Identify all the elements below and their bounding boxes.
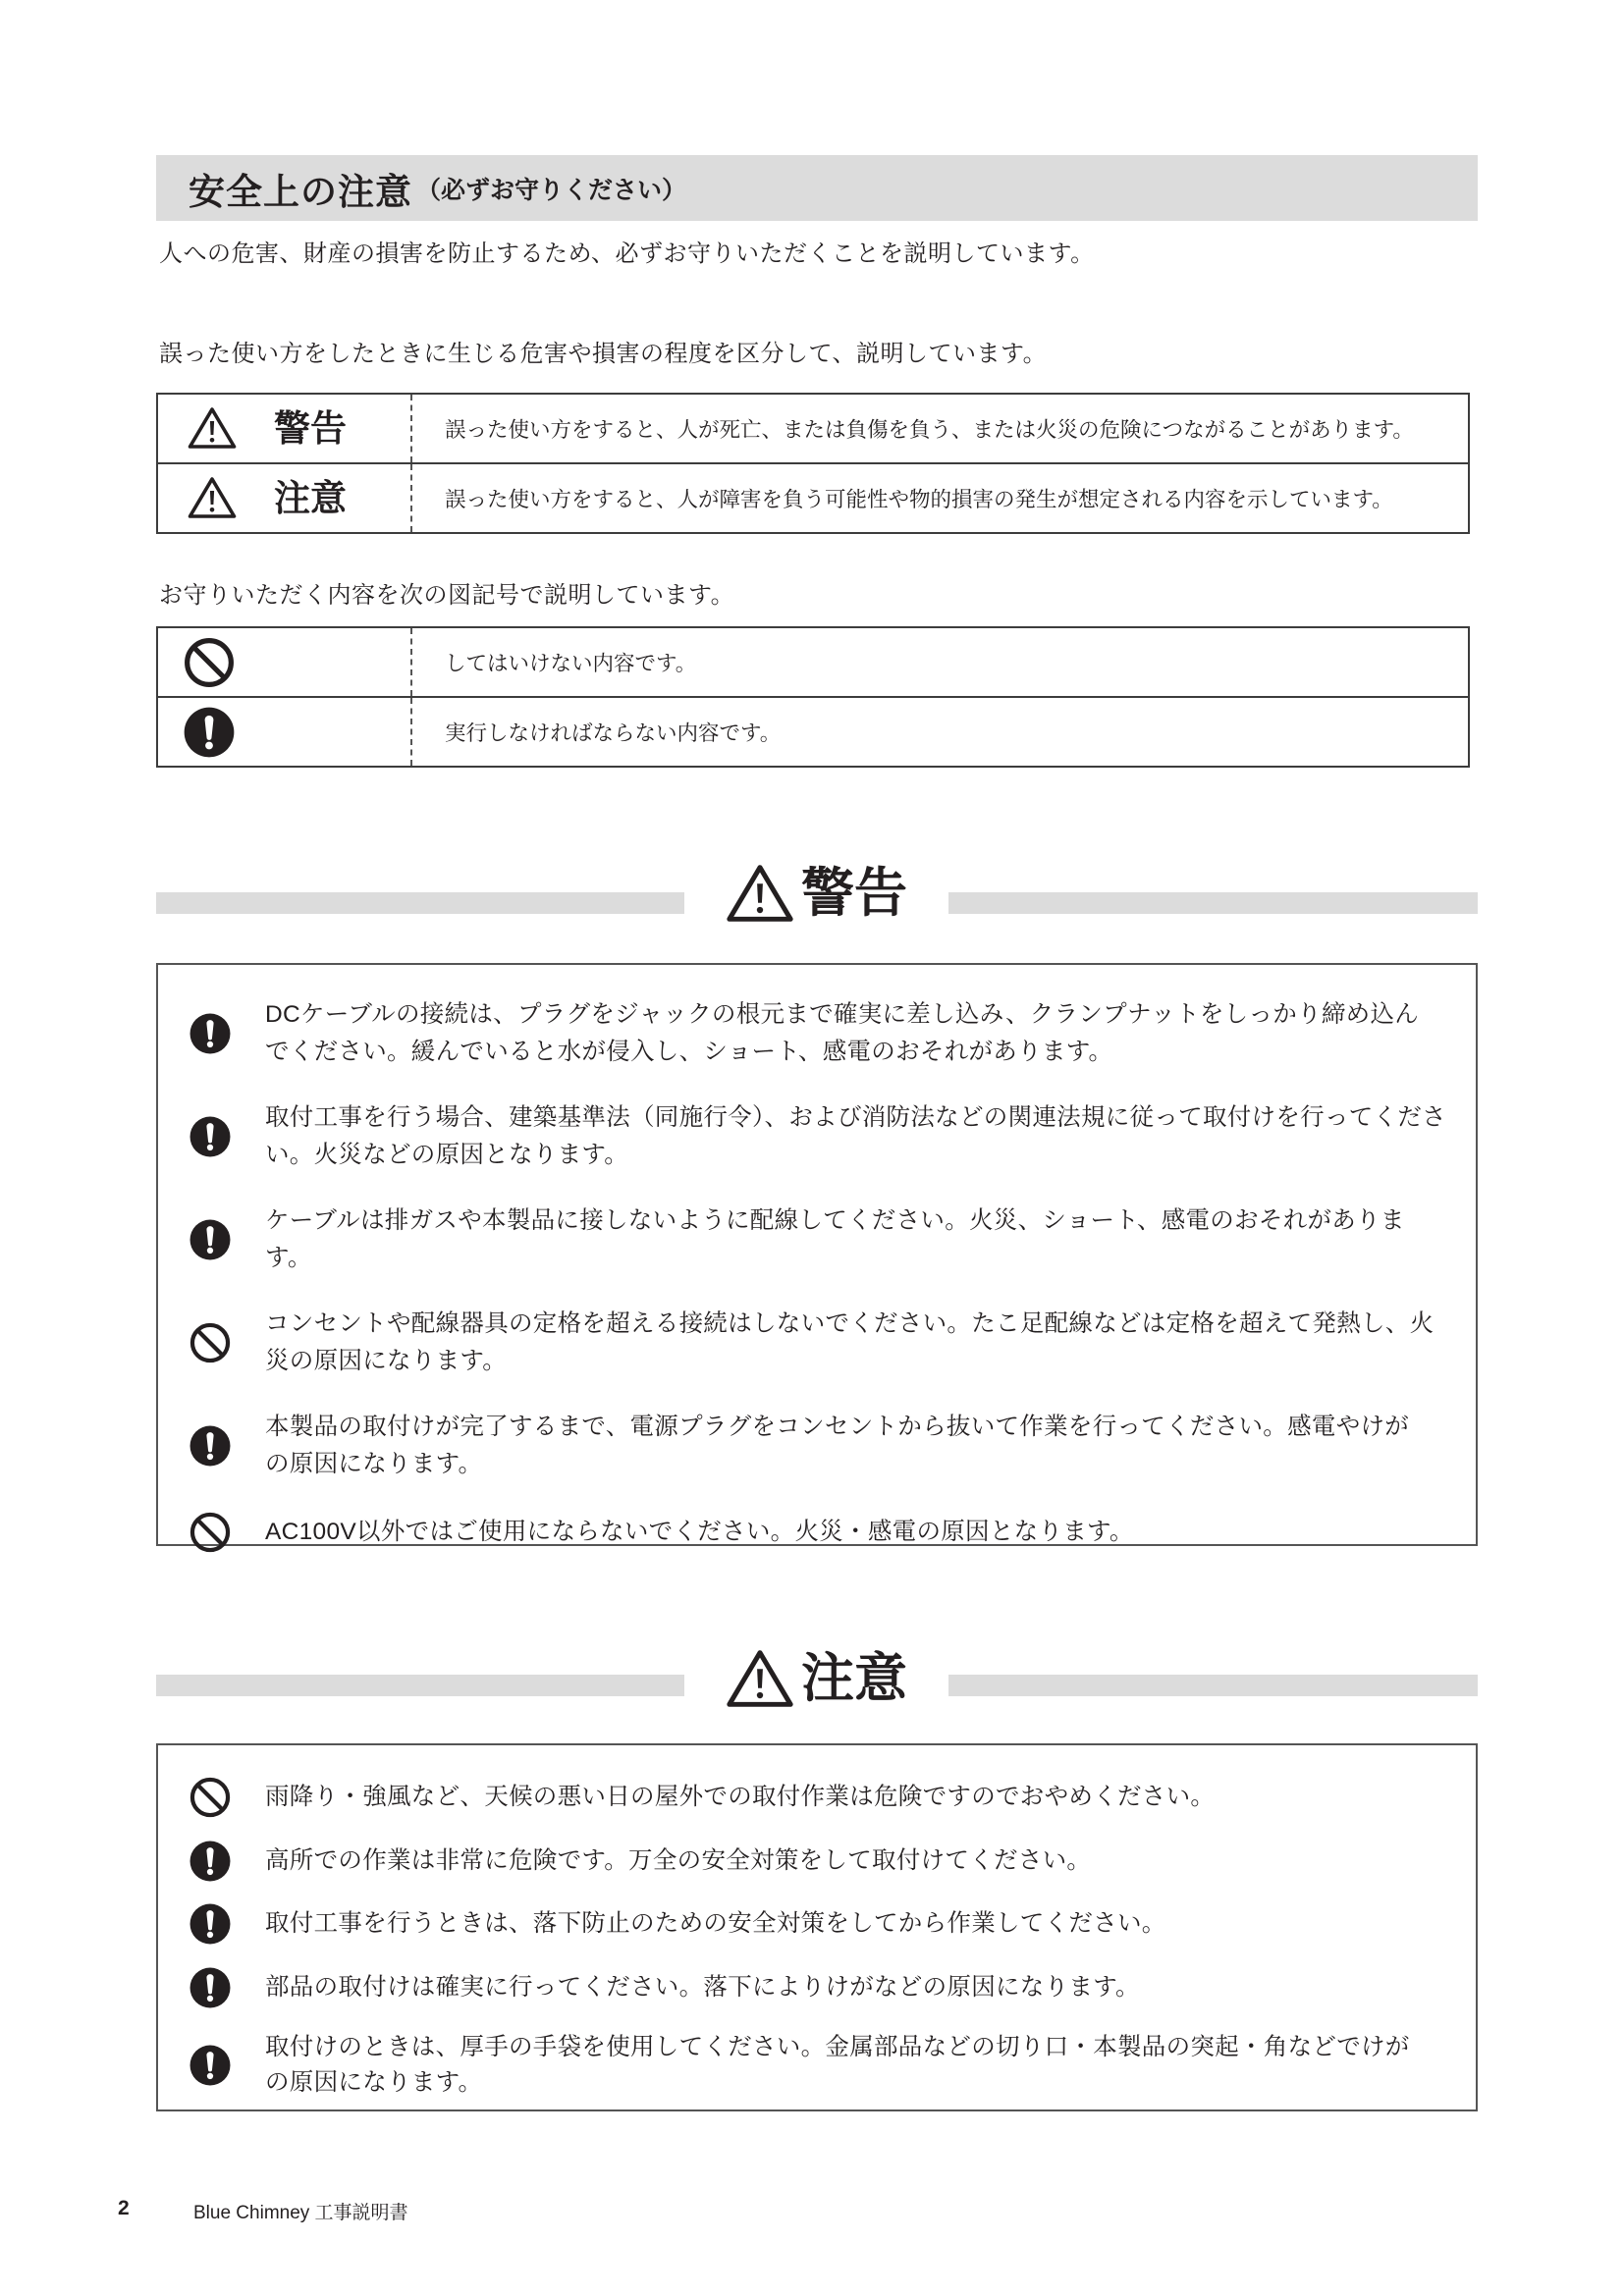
mandatory-icon (189, 1116, 231, 1157)
text-line: 取付けのときは、厚手の手袋を使用してください。金属部品などの切り口・本製品の突起・角などでけが (265, 2034, 1410, 2060)
severity-desc-caution: 誤った使い方をすると、人が障害を負う可能性や物的損害の発生が想定される内容を示しています。 (445, 488, 1393, 511)
warning-item (189, 1409, 1476, 1482)
warning-item (189, 1306, 1476, 1379)
mandatory-icon (189, 1425, 231, 1467)
warning-item-text (265, 1306, 1448, 1379)
symbol-legend-table (156, 626, 1470, 768)
text-line: ケーブルは排ガスや本製品に接しないように配線してください。火災、ショート、感電のおそれがあります。 (265, 1207, 1405, 1271)
warning-item (189, 1202, 1476, 1276)
intro-text: 人への危害、財産の損害を防止するため、必ずお守りいただくことを説明しています。 (159, 240, 1095, 267)
caution-header-bar-left (156, 1675, 684, 1696)
severity-key (158, 395, 412, 462)
warning-heading: 警告 (801, 864, 907, 923)
caution-header (725, 1645, 907, 1712)
warning-item-text (265, 1514, 1448, 1551)
text-line: 災の原因になります。 (265, 1347, 508, 1374)
mandatory-icon (189, 1013, 231, 1054)
text-line: でください。緩んでいると水が侵入し、ショート、感電のおそれがあります。 (265, 1038, 1113, 1065)
prohibition-icon (189, 1777, 231, 1818)
caution-item (189, 1967, 1476, 2008)
caution-list-box (156, 1743, 1478, 2111)
warning-item (189, 996, 1476, 1070)
page-title: 安全上の注意 (189, 171, 412, 212)
text-line: 本製品の取付けが完了するまで、電源プラグをコンセントから抜いて作業を行ってください。感電やけが (265, 1414, 1410, 1440)
mandatory-icon (189, 1967, 231, 2008)
text-line: 高所での作業は非常に危険です。万全の安全対策をして取付けてください。 (265, 1846, 1092, 1874)
text-line: コンセントや配線器具の定格を超える接続はしないでください。たこ足配線などは定格を超えて発熱し、火 (265, 1310, 1435, 1337)
symbol-key (158, 698, 412, 766)
warning-triangle-icon (725, 861, 795, 926)
warning-header-bar-right (948, 892, 1478, 914)
page-number: 2 (118, 2197, 130, 2219)
warning-item-text (265, 1099, 1448, 1173)
caution-item-text (265, 1969, 1448, 2006)
mandatory-icon (189, 1841, 231, 1882)
symbol-row-prohibition (158, 628, 1468, 696)
prohibition-icon (189, 1322, 231, 1363)
warning-header (725, 860, 907, 927)
warning-item-text (265, 1409, 1448, 1482)
caution-item (189, 2030, 1476, 2101)
caution-item-text (265, 1842, 1448, 1880)
severity-description: 誤った使い方をしたときに生じる危害や損害の程度を区分して、説明しています。 (159, 341, 1048, 367)
text-line: の原因になります。 (265, 1450, 483, 1477)
caution-item-text (265, 2030, 1448, 2101)
warning-item-text (265, 1202, 1448, 1276)
footer-document-title: Blue Chimney 工事説明書 (193, 2203, 408, 2223)
caution-heading: 注意 (801, 1649, 907, 1708)
symbol-key (158, 628, 412, 696)
warning-triangle-icon (187, 405, 238, 451)
severity-label-caution: 注意 (274, 478, 347, 518)
caution-item-text (265, 1905, 1448, 1943)
mandatory-icon (189, 2045, 231, 2086)
severity-key (158, 464, 412, 532)
text-line: 雨降り・強風など、天候の悪い日の屋外での取付作業は危険ですのでおやめください。 (265, 1784, 1216, 1811)
severity-legend-table (156, 393, 1470, 534)
prohibition-icon (184, 637, 235, 688)
warning-triangle-icon (725, 1646, 795, 1711)
warning-item (189, 1512, 1476, 1553)
caution-item (189, 1841, 1476, 1882)
warning-item-text (265, 996, 1448, 1070)
mandatory-icon (184, 707, 235, 758)
caution-item (189, 1903, 1476, 1945)
text-line: DCケーブルの接続は、プラグをジャックの根元まで確実に差し込み、クランプナットをしっかり締め込ん (265, 1001, 1420, 1028)
warning-item (189, 1099, 1476, 1173)
text-line: 部品の取付けは確実に行ってください。落下によりけがなどの原因になります。 (265, 1973, 1140, 2001)
page-subtitle: （必ずお守りください） (416, 176, 687, 204)
severity-label-warning: 警告 (274, 408, 347, 449)
caution-header-bar-right (948, 1675, 1478, 1696)
mandatory-icon (189, 1219, 231, 1260)
symbol-desc-prohibition: してはいけない内容です。 (445, 652, 697, 675)
text-line: AC100V以外ではご使用にならないでください。火災・感電の原因となります。 (265, 1519, 1134, 1546)
warning-header-bar-left (156, 892, 684, 914)
text-line: 取付工事を行うときは、落下防止のための安全対策をしてから作業してください。 (265, 1910, 1166, 1938)
text-line: 取付工事を行う場合、建築基準法（同施行令）、および消防法などの関連法規に従って取付けを行ってくださ (265, 1104, 1446, 1131)
symbols-description: お守りいただく内容を次の図記号で説明しています。 (159, 582, 735, 609)
symbol-desc-mandatory: 実行しなければならない内容です。 (445, 721, 782, 745)
severity-row-caution (158, 462, 1468, 532)
text-line: い。火災などの原因となります。 (265, 1141, 629, 1168)
severity-desc-warning: 誤った使い方をすると、人が死亡、または負傷を負う、または火災の危険につながることがあります。 (445, 418, 1414, 442)
severity-row-warning (158, 395, 1468, 462)
text-line: の原因になります。 (265, 2069, 483, 2096)
prohibition-icon (189, 1512, 231, 1553)
page-title-bar (156, 155, 1478, 221)
caution-item-text (265, 1779, 1448, 1816)
mandatory-icon (189, 1903, 231, 1945)
warning-triangle-icon (187, 475, 238, 520)
symbol-row-mandatory (158, 696, 1468, 766)
caution-item (189, 1777, 1476, 1818)
warning-list-box (156, 963, 1478, 1546)
